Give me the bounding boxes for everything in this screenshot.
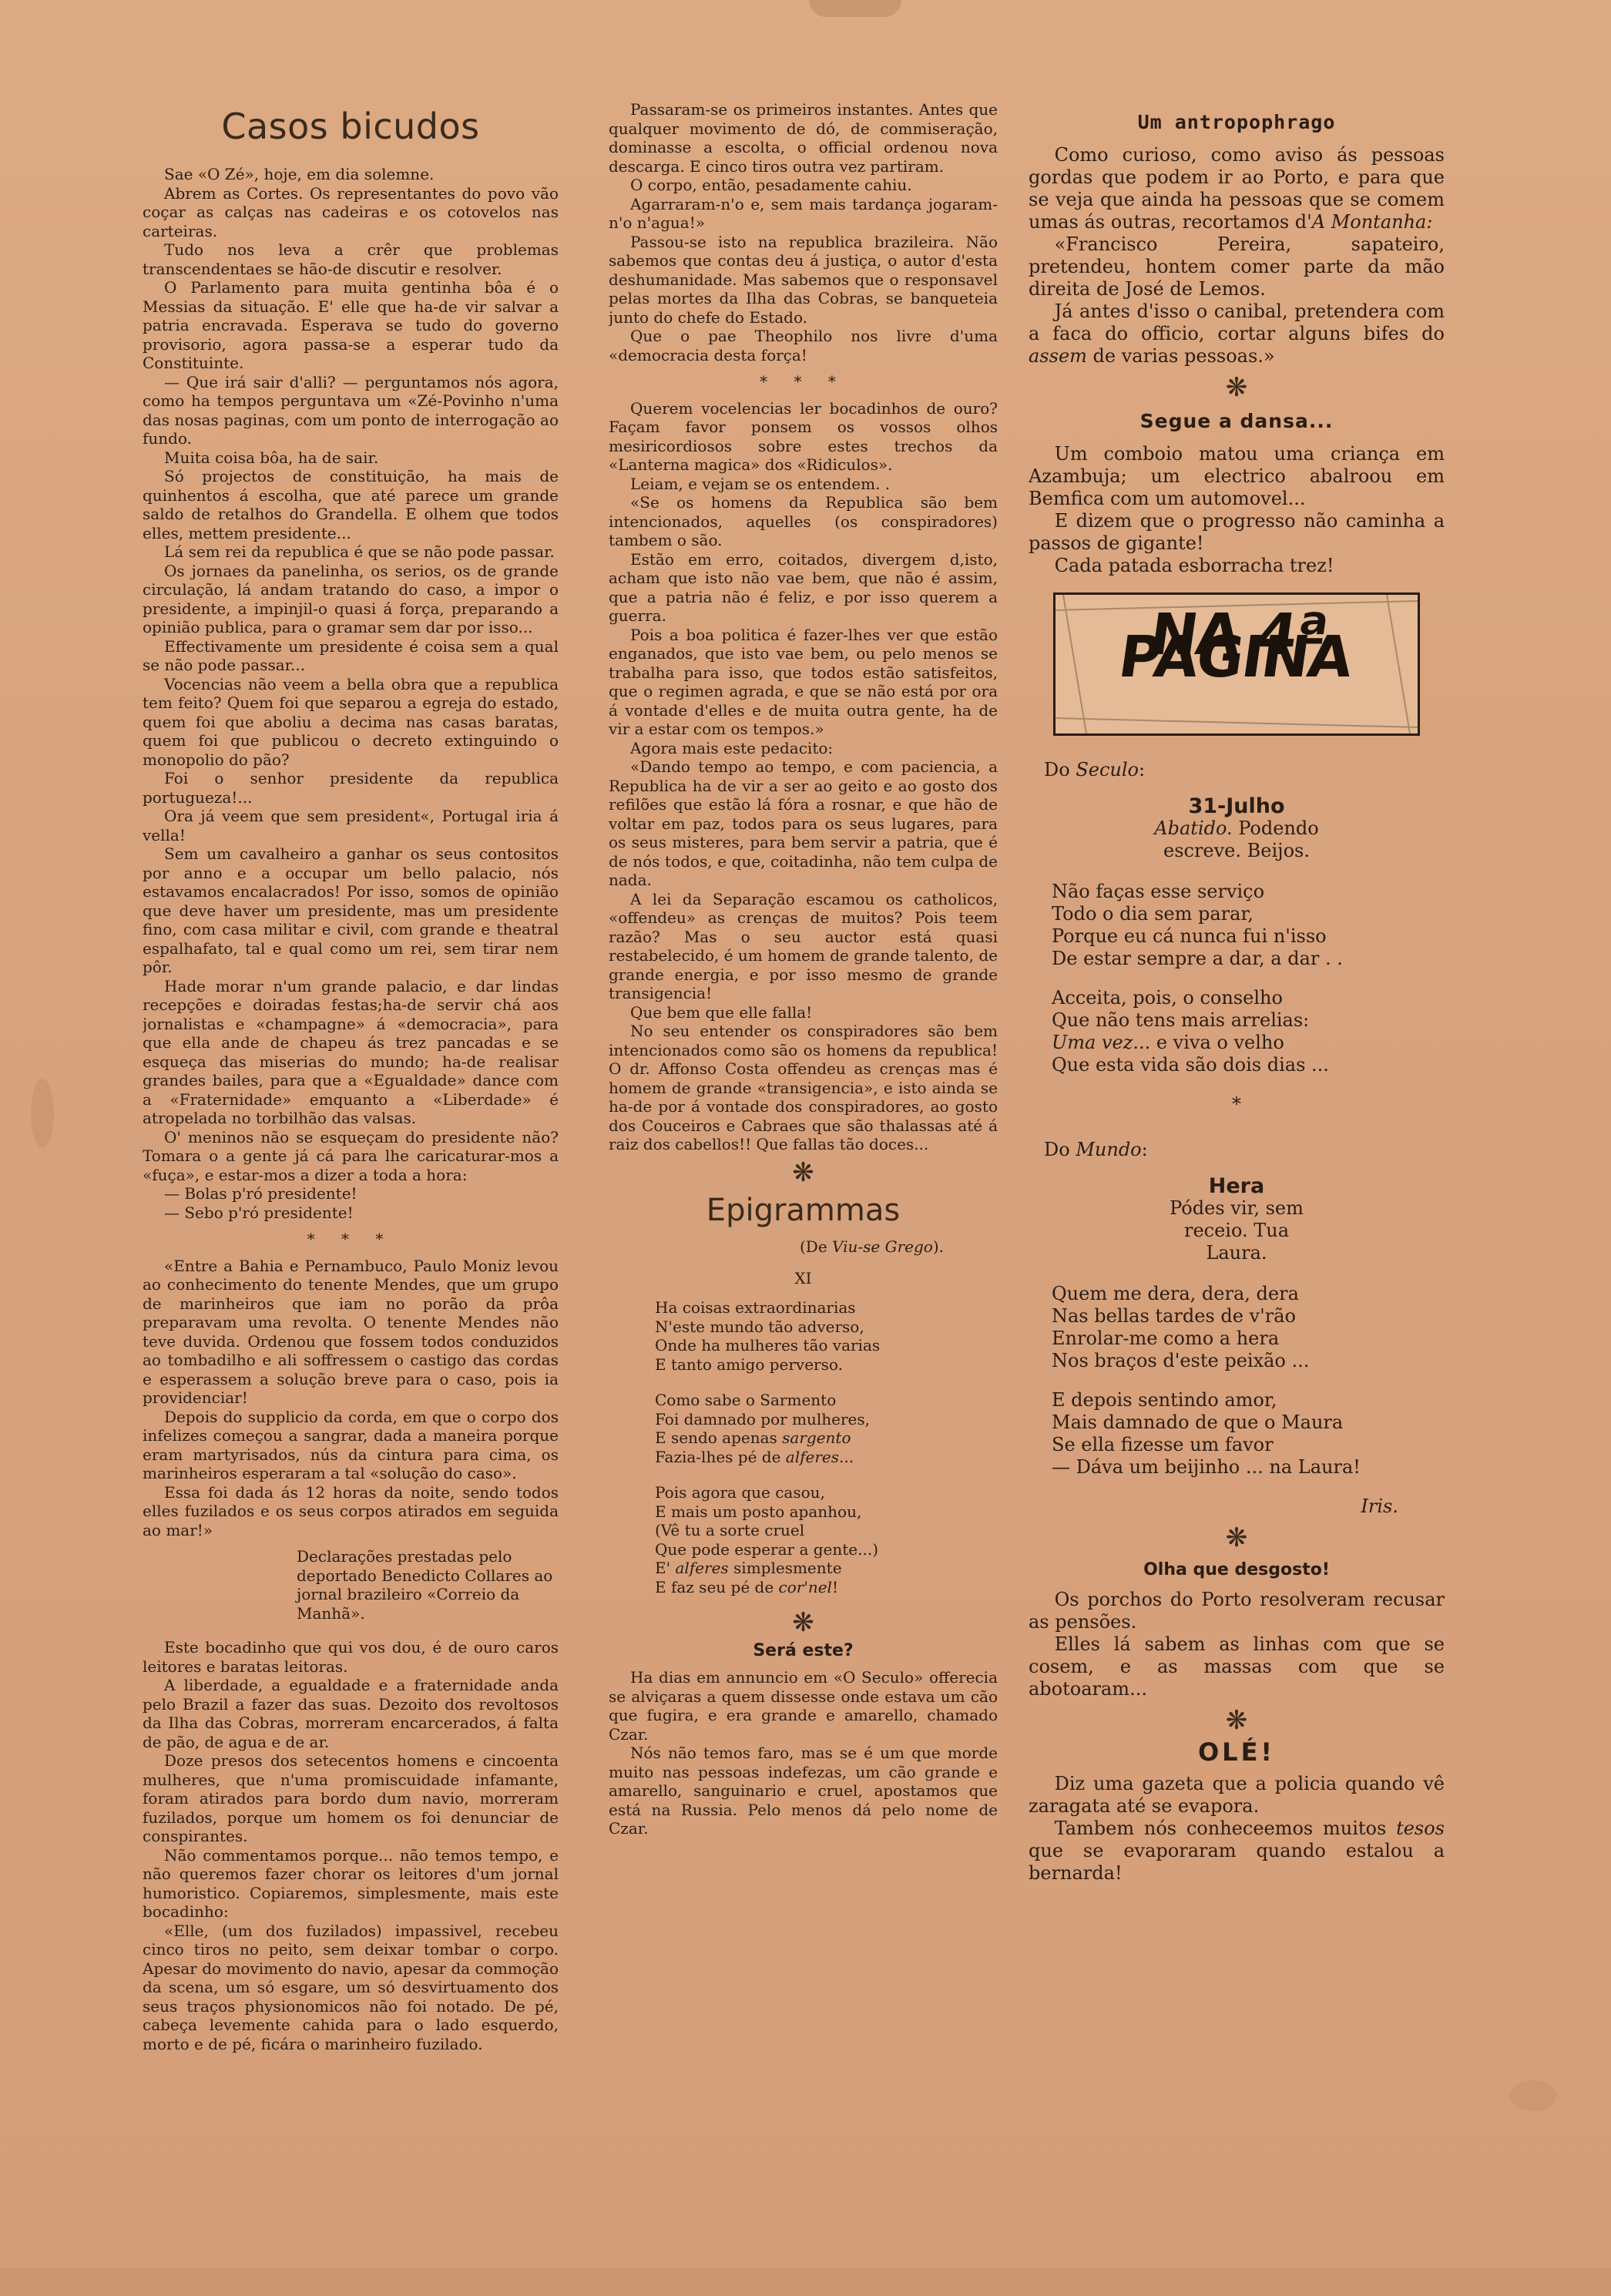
verse-line: E faz seu pé de cor'nel!	[655, 1577, 838, 1596]
paragraph: «Se os homens da Republica são bem intencionados, aquelles (os conspiradores) tambem o são.	[609, 493, 998, 549]
verse-line: Onde ha mulheres tão varias	[655, 1336, 881, 1354]
verse-line: Todo o dia sem parar,	[1052, 903, 1254, 925]
article-title-segue-a-dansa: Segue a dansa...	[1139, 410, 1334, 432]
paragraph: O' meninos não se esqueçam do presidente não? Tomara o a gente já cá para lhe caricaturar-mos a «fuça», e estar-mos a dizer a toda a hora:	[143, 1127, 559, 1184]
paragraph: Foi o senhor presidente da republica portugueza!...	[143, 769, 559, 807]
paragraph: Querem vocelencias ler bocadinhos de ouro? Façam favor ponsem os vossos olhos mesiricordiosos sobre estes trechos da «Lanterna magica» dos «Ridiculos».	[609, 398, 998, 474]
paragraph: Abrem as Cortes. Os representantes do povo vão coçar as calças nas cadeiras e os cotovelos nas carteiras.	[143, 183, 559, 240]
paragraph: Não commentamos porque... não temos tempo, e não queremos fazer chorar os leitores d'um jornal humoristico. Copiaremos, simplesmente, mais este bocadinho:	[143, 1845, 559, 1921]
stanza	[1052, 881, 1445, 970]
article-title-antropophrago: Um antropophrago	[1137, 111, 1336, 133]
paragraph: Vocencias não veem a bella obra que a republica tem feito? Quem foi que separou a egreja do estado, quem foi que aboliu a decima nas casas baratas, quem foi que publicou o decreto extinguindo o monopolio do pão?	[143, 674, 559, 769]
article-body	[143, 165, 559, 1222]
paragraph: Um comboio matou uma criança em Azambuja; um electrico abalroou em Bemfica com um automovel...	[1029, 443, 1445, 509]
section-stars: * * *	[760, 372, 847, 391]
paragraph: — Sebo p'ró presidente!	[164, 1203, 354, 1222]
paragraph: Agora mais este pedacito:	[630, 738, 834, 757]
paragraph: Ha dias em annuncio em «O Seculo» offerecia se alviçaras a quem dissesse onde estava um cão que fugira, e era grande e amarello, chamado Czar.	[609, 1668, 998, 1744]
fleuron-ornament: ❋	[792, 1156, 814, 1188]
verse-line: Porque eu cá nunca fui n'isso	[1052, 925, 1327, 947]
poem-signature: Iris.	[1361, 1495, 1398, 1517]
fleuron-ornament: ❋	[1225, 1705, 1248, 1736]
paper-fold	[0, 2268, 1611, 2296]
fleuron-ornament: ❋	[792, 1607, 814, 1638]
paragraph: Tudo nos leva a crêr que problemas transcendentaes se hão-de discutir e resolver.	[143, 240, 559, 278]
paragraph: Que o pae Theophilo nos livre d'uma «democracia desta força!	[609, 327, 998, 364]
poem-subtitle: escreve. Beijos.	[1163, 840, 1310, 861]
stanza	[655, 1298, 998, 1374]
paragraph: Essa foi dada ás 12 horas da noite, sendo todos elles fuzilados e os seus corpos atirados em seguida ao mar!»	[143, 1482, 559, 1539]
paragraph: Os jornaes da panelinha, os serios, os de grande circulação, lá andam tratando do caso, a impor o presidente, a impinjil-o quasi á força, preparando a opinião publica, para o gramar sem dar por isso...	[143, 561, 559, 636]
verse-line: Pois agora que casou,	[655, 1483, 825, 1502]
paragraph: Hade morar n'um grande palacio, e dar lindas recepções e doiradas festas;ha-de servir chá aos jornalistas e «champagne» á «democracia», para que ella ande de chapeu ás trez pancadas e se esqueça das miserias do mundo; ha-de realisar grandes bailes, para que a «Egualdade» dance com a «Fraternidade» emquanto a «Liberdade» é atropelada no torbilhão das valsas.	[143, 976, 559, 1127]
paragraph: Lá sem rei da republica é que se não pode passar.	[164, 542, 555, 561]
paragraph: Os porchos do Porto resolveram recusar as pensões.	[1029, 1589, 1445, 1633]
paragraph: Pois a boa politica é fazer-lhes ver que estão enganados, que isto vae bem, ou pelo menos se trabalha para isso, que todos estão satisfeitos, que o regimen agrada, e que se não está por ora á vontade d'elles e de muita outra gente, ha de vir a estar com os tempos.»	[609, 625, 998, 738]
verse-line: Foi damnado por mulheres,	[655, 1409, 871, 1428]
paragraph: Diz uma gazeta que a policia quando vê zaragata até se evapora.	[1029, 1773, 1445, 1817]
verse-line: Que não tens mais arrelias:	[1052, 1009, 1310, 1031]
paragraph: Passaram-se os primeiros instantes. Antes que qualquer movimento de dó, de commiseração, dominasse a escolta, o official ordenou nova descarga. E cinco tiros outra vez partiram.	[609, 100, 998, 176]
epigram-number: XI	[794, 1268, 812, 1287]
paper-tear	[809, 0, 901, 17]
verse-line: Uma vez... e viva o velho	[1052, 1032, 1284, 1053]
fleuron-ornament: ❋	[1225, 372, 1248, 403]
poem-date-heading: 31-Julho	[1188, 794, 1285, 818]
verse-line: Que esta vida são dois dias ...	[1052, 1054, 1329, 1076]
paragraph: Como curioso, como aviso ás pessoas gordas que podem ir ao Porto, e para que se veja que ainda ha pessoas que se comem umas ás outras, recortamos d'A Montanha:	[1029, 144, 1445, 233]
article-title-ole: OLÉ!	[1197, 1737, 1276, 1767]
paragraph: No seu entender os conspiradores são bem intencionados como são os homens da republica! O dr. Affonso Costa offendeu as crenças mas é homem de grande «transigencia», e isto ainda se ha-de por á vontade dos conspiradores, ao gosto dos Couceiros e Cabraes que são thalassas até á raiz dos cabellos!! Que fallas tão doces...	[609, 1022, 998, 1153]
quote-block	[143, 1257, 559, 1540]
verse-line: Se ella fizesse um favor	[1052, 1434, 1274, 1455]
paragraph: Nós não temos faro, mas se é um que morde muito nas pessoas indefezas, um cão grande e amarello, sanguinario e cruel, apostamos que está na Russia. Pelo menos dá pelo nome de Czar.	[609, 1744, 998, 1838]
article-title-casos-bicudos: Casos bicudos	[221, 106, 480, 147]
column-middle	[609, 100, 998, 2173]
paragraph: O corpo, então, pesadamente cahiu.	[630, 176, 912, 194]
paragraph: A liberdade, a egualdade e a fraternidade anda pelo Brazil a fazer das suas. Dezoito dos revoltosos da Ilha das Cobras, morreram encarcerados, á falta de pão, de agua e de ar.	[143, 1676, 559, 1751]
article-body-continued	[143, 1638, 559, 2053]
verse-line: Que pode esperar a gente...)	[655, 1539, 878, 1559]
paragraph: Agarraram-n'o e, sem mais tardança jogaram-n'o n'agua!»	[609, 194, 998, 232]
epigram-attribution: (De Viu-se Grego).	[799, 1237, 944, 1256]
paragraph: Sae «O Zé», hoje, em dia solemne.	[164, 165, 435, 183]
lanterna-section	[609, 399, 998, 1154]
paragraph: — Bolas p'ró presidente!	[164, 1184, 357, 1203]
article-title-olha-que-desgosto: Olha que desgosto!	[1143, 1560, 1330, 1579]
verse-line: Fazia-lhes pé de alferes...	[655, 1447, 854, 1466]
paragraph: — Que irá sair d'alli? — perguntamos nós agora, como ha tempos perguntava um «Zé-Povinho n'uma das nosas paginas, com um ponto de interrogação ao fundo.	[143, 372, 559, 448]
stanza	[1052, 1389, 1445, 1479]
fleuron-ornament: ❋	[1225, 1522, 1248, 1553]
paragraph: Este bocadinho que qui vos dou, é de ouro caros leitores e baratas leitoras.	[143, 1638, 559, 1676]
column-left	[143, 100, 559, 2173]
quote-source: Declarações prestadas pelo deportado Benedicto Collares ao jornal brazileiro «Correio da Manhã».	[297, 1547, 553, 1623]
section-stars: * * *	[307, 1230, 394, 1248]
paragraph: Estão em erro, coitados, divergem d,isto, acham que isto não vae bem, que não é assim, que a patria não é feliz, e por isso querem a guerra.	[609, 549, 998, 625]
paragraph: Já antes d'isso o canibal, pretendera com a faca do officio, cortar alguns bifes do assem de varias pessoas.»	[1029, 300, 1445, 367]
paragraph: Só projectos de constituição, ha mais de quinhentos á escolha, que até parece um grande saldo de retalhos do Grandella. E olhem que todos elles, mettem presidente...	[143, 467, 559, 542]
article-title-sera-este: Será este?	[753, 1640, 854, 1660]
paragraph: Tambem nós conheceemos muitos tesos que se evaporaram quando estalou a bernarda!	[1029, 1818, 1445, 1884]
source-label-seculo: Do Seculo:	[1044, 759, 1146, 780]
paragraph: «Entre a Bahia e Pernambuco, Paulo Moniz levou ao conhecimento do tenente Mendes, que um grupo de marinheiros que iam no porão da prôa preparavam uma revolta. O tenente Mendes não teve duvida. Ordenou que fossem todos conduzidos ao tombadilho e ali soffressem o castigo das cordas e esperassem a solução breve para o caso, pois ia providenciar!	[143, 1256, 559, 1407]
poem-subtitle: Pódes vir, sem	[1170, 1197, 1304, 1219]
article-title-epigrammas: Epigrammas	[706, 1193, 901, 1228]
source-label-mundo: Do Mundo:	[1044, 1139, 1148, 1160]
verse-line: Mais damnado de que o Maura	[1052, 1412, 1344, 1433]
verse-line: Acceita, pois, o conselho	[1052, 987, 1283, 1009]
article-continuation	[609, 100, 998, 364]
paragraph: A lei da Separação escamou os catholicos, «offendeu» as crenças de muitos? Pois teem razão? Mas o seu auctor está quasi restabelecido, é um homem de grande talento, de grande energia, e por isso mesmo de grande transigencia!	[609, 889, 998, 1002]
verse-line: E mais um posto apanhou,	[655, 1502, 862, 1521]
poem-subtitle: Abatido. Podendo	[1154, 817, 1319, 839]
poem-title-hera: Hera	[1208, 1174, 1265, 1198]
paragraph: Effectivamente um presidente é coisa sem a qual se não pode passar...	[143, 636, 559, 674]
verse-line: De estar sempre a dar, a dar . .	[1052, 948, 1343, 969]
poem-subtitle: receio. Tua	[1183, 1220, 1290, 1241]
verse-line: Enrolar-me como a hera	[1052, 1328, 1280, 1349]
paragraph: Que bem que elle falla!	[630, 1002, 813, 1022]
paragraph: E dizem que o progresso não caminha a passos de gigante!	[1029, 510, 1445, 554]
verse-line: — Dáva um beijinho ... na Laura!	[1052, 1456, 1361, 1478]
paper-stain	[31, 1079, 54, 1148]
banner-lettering: NA 4ª PAGINA	[1114, 602, 1356, 690]
stanza	[1052, 1283, 1445, 1372]
poem-verses	[1052, 1283, 1445, 1479]
paragraph: Cada patada esborracha trez!	[1054, 555, 1334, 576]
epigram-verses	[655, 1298, 998, 1596]
paragraph: O Parlamento para muita gentinha bôa é o Messias da situação. E' elle que ha-de vir salvar a patria encravada. Esperava se tudo do governo provisorio, agora passa-se a esperar tudo da Constituinte.	[143, 278, 559, 372]
verse-line: Quem me dera, dera, dera	[1052, 1283, 1299, 1304]
paragraph: Leiam, e vejam se os entendem. .	[630, 474, 891, 493]
paragraph: Depois do supplicio da corda, em que o corpo dos infelizes começou a sangrar, dada a maneira porque eram martyrisados, nús da cintura para cima, os marinheiros esperaram a tal «solução do caso».	[143, 1407, 559, 1482]
verse-line: E tanto amigo perverso.	[655, 1354, 843, 1374]
paragraph: Sem um cavalheiro a ganhar os seus contositos por anno e a occupar um bello palacio, nós estavamos encalacrados! Por isso, somos de opinião que deve haver um presidente, mas um presidente fino, com casa militar e civil, com grande e theatral espalhafato, tal e qual como um rei, sem tirar nem pôr.	[143, 844, 559, 976]
verse-line: E depois sentindo amor,	[1052, 1389, 1277, 1411]
paragraph: «Francisco Pereira, sapateiro, pretendeu, hontem comer parte da mão direita de José de Lemos.	[1029, 233, 1445, 300]
na-4a-pagina-banner	[1053, 592, 1420, 736]
separator-star: *	[1232, 1093, 1241, 1115]
paragraph: «Elle, (um dos fuzilados) impassivel, recebeu cinco tiros no peito, sem deixar tombar o corpo. Apesar do movimento do navio, apesar da commoção da scena, um só esgare, um só desvirtuamento dos seus traços physionomicos não foi notado. De pé, cabeça levemente cahida para o lado esquerdo, morto e de pé, ficára o marinheiro fuzilado.	[143, 1921, 559, 2053]
verse-line: E' alferes simplesmente	[655, 1559, 842, 1577]
column-right	[1029, 100, 1445, 2173]
stanza	[1052, 987, 1445, 1076]
verse-line: Nos braços d'este peixão ...	[1052, 1350, 1310, 1371]
verse-line: Como sabe o Sarmento	[655, 1391, 837, 1409]
verse-line: Não faças esse serviço	[1052, 881, 1265, 902]
paper-stain	[1510, 2080, 1556, 2111]
verse-line: (Vê tu a sorte cruel	[655, 1521, 805, 1539]
paragraph: Muita coisa bôa, ha de sair.	[164, 448, 379, 467]
verse-line: Nas bellas tardes de v'rão	[1052, 1305, 1296, 1327]
paragraph: «Dando tempo ao tempo, e com paciencia, a Republica ha de vir a ser ao geito e ao gosto dos refilões que estão lá fóra a rosnar, e que hão de voltar em paz, todos para os seus lugares, para os seus misteres, para bem servir a patria, que é de nós todos, e que, coitadinha, não tem culpa de nada.	[609, 757, 998, 889]
poem-verses	[1052, 881, 1445, 1076]
paragraph: Ora já veem que sem president«, Portugal iria á vella!	[143, 807, 559, 844]
paragraph: Doze presos dos setecentos homens e cincoenta mulheres, que n'uma promiscuidade infamante, foram atirados para bordo dum navio, morreram fuzilados, porque um homem os foi denunciar de conspirantes.	[143, 1751, 559, 1845]
verse-line: N'este mundo tão adverso,	[655, 1317, 864, 1336]
paragraph: Passou-se isto na republica brazileira. Não sabemos que contas deu á justiça, o autor d'esta deshumanidade. Mas sabemos que o responsavel pelas mortes da Ilha das Cobras, se banqueteia junto do chefe do Estado.	[609, 232, 998, 327]
verse-line: Ha coisas extraordinarias	[655, 1298, 856, 1317]
verse-line: E sendo apenas sargento	[655, 1428, 851, 1447]
paragraph: Elles lá sabem as linhas com que se cosem, e as massas com que se abotoaram...	[1029, 1633, 1445, 1700]
stanza	[655, 1391, 998, 1466]
poem-subtitle: Laura.	[1206, 1242, 1267, 1264]
stanza	[655, 1483, 998, 1596]
